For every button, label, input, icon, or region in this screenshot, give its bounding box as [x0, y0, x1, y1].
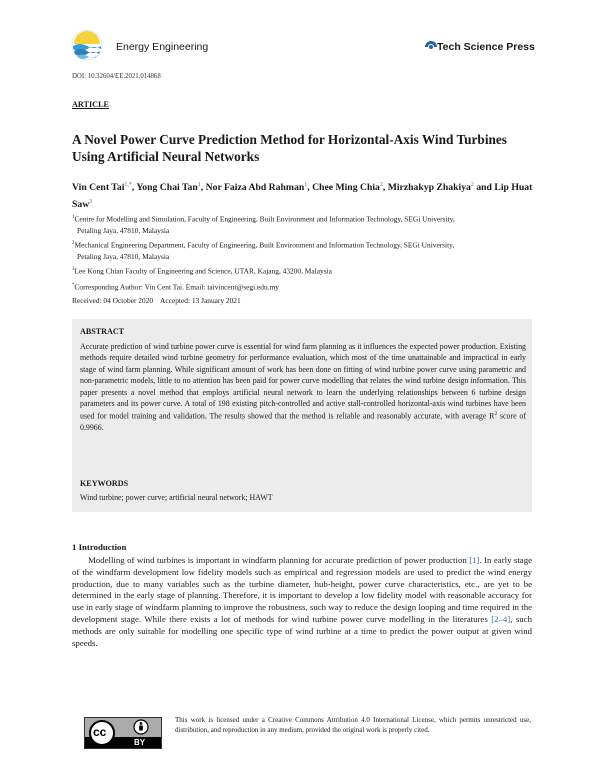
author-name: Nor Faiza Abd Rahman	[205, 182, 305, 194]
publisher-logo-icon	[424, 40, 438, 54]
author-list	[72, 178, 542, 212]
author-name: Yong Chai Tan	[136, 182, 198, 194]
affiliation-text: Lee Kong Chian Faculty of Engineering and Science, UTAR, Kajang, 43200, Malaysia	[74, 266, 332, 276]
r2-superscript: 2	[494, 411, 498, 418]
author-affiliation-mark: 2	[470, 182, 474, 188]
author-affiliation-mark: 3	[89, 199, 93, 206]
affiliation-number: 3	[72, 267, 75, 272]
corresponding-text: Corresponding Author: Vin Cent Tai. Email: taivincent@segi.edu.my	[74, 282, 279, 292]
affiliation-1	[72, 212, 532, 236]
affiliation-text: Centre for Modelling and Simulation, Faculty of Engineering, Built Environment and Information Technology, SEGi University,	[74, 214, 455, 224]
abstract-body: Accurate prediction of wind turbine power curve is essential for wind farm planning as it influences the expected power production. Existing methods require detailed wind turbine geometry for performance evaluation, which most of the time unattainable and impractical in early stage of wind farm planning. While significant amount of work has been done on fitting of wind turbine power curve using parametric and non-parametric models, little to no attention has been paid for power curve modelling that relates the wind turbine design information. This paper presents a novel method that employs artificial neural network to learn the underlying relationships between 6 turbine design parameters and its power curve. A total of 198 existing pitch-controlled and active stall-controlled horizontal-axis wind turbines have been used for model training and validation. The results showed that the method is reliable and reasonably accurate, with average R	[80, 342, 526, 422]
author-affiliation-mark: 1	[197, 182, 201, 188]
intro-text: Modelling of wind turbines is important in windfarm planning for accurate prediction of power production	[88, 555, 470, 565]
affiliation-2	[72, 238, 532, 262]
affiliation-number: 2	[72, 241, 75, 246]
doi: DOI: 10.32604/EE.2021.014868	[72, 73, 161, 80]
author-separator: ,	[200, 182, 206, 194]
keywords-text: Wind turbine; power curve; artificial neural network; HAWT	[80, 493, 273, 502]
citation-link[interactable]: [2–4]	[491, 613, 511, 624]
author-affiliation-mark: 1,*	[124, 182, 132, 188]
by-badge-text: BY	[134, 738, 146, 747]
abstract-body-end: score of 0.9966.	[80, 412, 526, 433]
affiliation-3	[72, 264, 532, 277]
license-text: This work is licensed under a Creative Commons Attribution 4.0 International License, which permits unrestricted use, distribution, and reproduction in any medium, provided the original work is properly cited.	[175, 716, 531, 735]
citation-link[interactable]: [1]	[469, 555, 480, 565]
affiliation-text: Mechanical Engineering Department, Faculty of Engineering, Built Environment and Information Technology, SEGi University,	[74, 240, 455, 250]
journal-name: Energy Engineering	[116, 41, 209, 53]
cc-by-license-badge[interactable]	[84, 717, 162, 749]
author-separator: ,	[131, 182, 137, 194]
publisher-name: Tech Science Press	[437, 41, 535, 53]
journal-logo-icon	[70, 28, 104, 62]
intro-text: , such methods are only suitable for modelling one specific type of wind turbine at a time to predict the power output at given wind speeds.	[72, 613, 532, 648]
author-affiliation-mark: 1	[304, 182, 308, 188]
author-name: Vin Cent Tai	[72, 182, 125, 194]
corresponding-mark: *	[72, 283, 75, 288]
author-separator: and	[473, 182, 495, 194]
author-name: Lip Huat Saw	[72, 182, 533, 211]
affiliation-text-cont: Petaling Jaya, 47810, Malaysia	[77, 251, 170, 261]
intro-text: . In early stage of the windfarm development low fidelity models such as empirical and regression models are used to predict the wind energy production, due to many variables such as the turbine diameter, hub-height, power curve characteristics, etc., are yet to be determined in the early stage of planning. Therefore, it is important to develop a low fidelity model with reasonable accuracy for use in early stage of windfarm planning to improve the robustness, such way to reduce the design looping and time required in the development stage. While there exists a lot of methods for wind turbine power curve modelling in the literatures	[72, 555, 532, 624]
received-accepted-dates: Received: 04 October 2020 Accepted: 13 January 2021	[72, 296, 241, 305]
author-separator: ,	[382, 182, 388, 194]
abstract-heading: ABSTRACT	[80, 327, 125, 336]
keywords-heading: KEYWORDS	[80, 479, 129, 488]
author-name: Mirzhakyp Zhakiya	[387, 182, 471, 194]
affiliation-number: 1	[72, 215, 75, 220]
introduction-paragraph	[72, 555, 532, 649]
author-separator: ,	[307, 182, 313, 194]
abstract-text	[80, 341, 526, 434]
author-name: Chee Ming Chia	[312, 182, 380, 194]
paper-title: A Novel Power Curve Prediction Method for Horizontal-Axis Wind Turbines Using Artificial Neural Networks	[72, 132, 507, 164]
section-heading-introduction: 1 Introduction	[72, 542, 127, 552]
cc-badge-text: cc	[93, 725, 107, 739]
corresponding-author	[72, 280, 532, 293]
affiliation-text-cont: Petaling Jaya, 47810, Malaysia	[77, 225, 170, 235]
article-type-label: ARTICLE	[72, 100, 110, 109]
author-affiliation-mark: 2	[379, 182, 383, 188]
